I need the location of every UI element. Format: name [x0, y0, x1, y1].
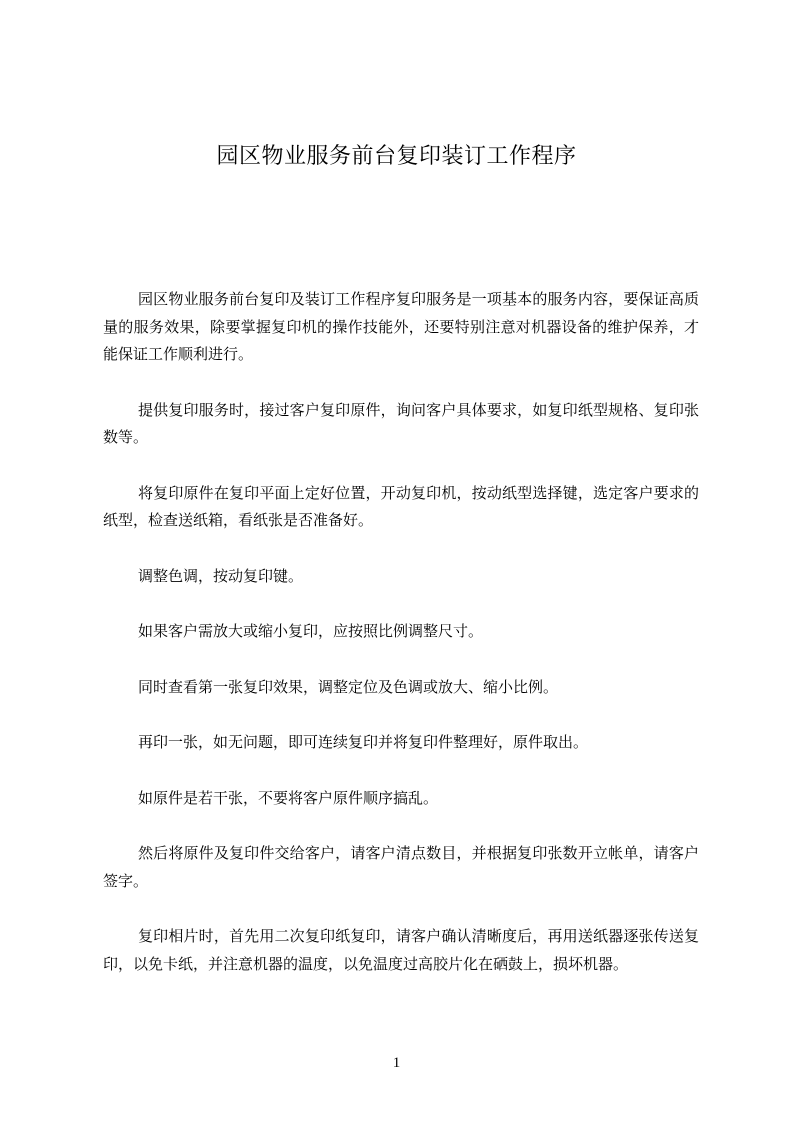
paragraph-10: 复印相片时，首先用二次复印纸复印，请客户确认清晰度后，再用送纸器逐张传送复印，以免卡纸，并注意机器的温度，以免温度过高胶片化在硒鼓上，损坏机器。 — [103, 927, 699, 973]
paragraph-4: 调整色调，按动复印键。 — [138, 566, 304, 585]
paragraph-6: 同时查看第一张复印效果，调整定位及色调或放大、缩小比例。 — [138, 677, 559, 696]
paragraph-5: 如果客户需放大或缩小复印，应按照比例调整尺寸。 — [138, 622, 484, 640]
paragraph-2: 提供复印服务时，接过客户复印原件，询问客户具体要求，如复印纸型规格、复印张数等。 — [103, 400, 699, 446]
paragraph-7: 再印一张，如无问题，即可连续复印并将复印件整理好，原件取出。 — [138, 733, 589, 751]
paragraph-8: 如原件是若干张，不要将客户原件顺序搞乱。 — [138, 788, 439, 807]
paragraph-9: 然后将原件及复印件交给客户，请客户清点数目，并根据复印张数开立帐单，请客户签字。 — [103, 844, 699, 890]
document-title: 园区物业服务前台复印装订工作程序 — [216, 144, 577, 169]
paragraph-3: 将复印原件在复印平面上定好位置，开动复印机，按动纸型选择键，选定客户要求的纸型，检查送纸箱，看纸张是否准备好。 — [103, 483, 699, 529]
document-body — [103, 286, 699, 1006]
paragraph-1: 园区物业服务前台复印及装订工作程序复印服务是一项基本的服务内容，要保证高质量的服务效果，除要掌握复印机的操作技能外，还要特别注意对机器设备的维护保养，才能保证工作顺利进行。 — [103, 290, 699, 363]
page-number: 1 — [392, 1055, 401, 1071]
